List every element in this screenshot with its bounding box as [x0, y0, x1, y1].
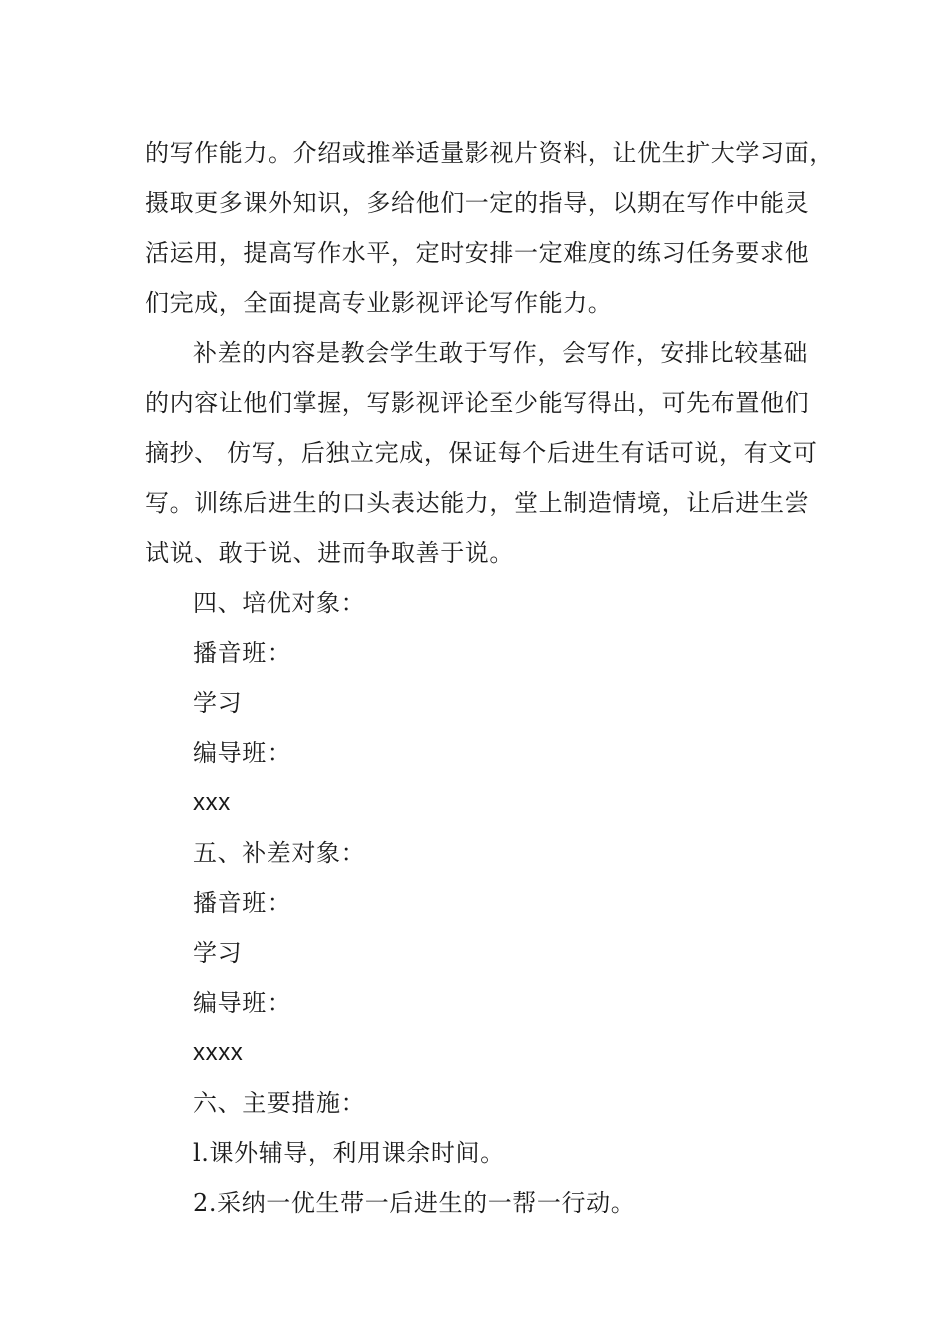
text-line: 试说、敢于说、进而争取善于说。	[145, 539, 514, 567]
section-heading: 五、补差对象：	[193, 839, 366, 867]
class-label-broadcast: 播音班：	[193, 889, 292, 917]
section-heading: 六、主要措施：	[193, 1089, 366, 1117]
class-label-directing: 编导班：	[193, 739, 292, 767]
text-line: 的写作能力。介绍或推举适量影视片资料，让优生扩大学习面，	[145, 139, 834, 167]
section-heading: 四、培优对象：	[193, 589, 366, 617]
class-value-directing: xxx	[193, 789, 231, 816]
text-line: 写。训练后进生的口头表达能力，堂上制造情境，让后进生尝	[145, 489, 810, 517]
text-line: 们完成，全面提高专业影视评论写作能力。	[145, 289, 613, 317]
paragraph-continuation	[145, 128, 835, 328]
class-value-broadcast: 学习	[193, 939, 243, 967]
class-value-directing: xxxx	[193, 1039, 244, 1066]
class-label-broadcast: 播音班：	[193, 639, 292, 667]
document-body	[145, 128, 835, 1228]
text-line: 的内容让他们掌握，写影视评论至少能写得出，可先布置他们	[145, 389, 810, 417]
measure-item: l.课外辅导，利用课余时间。	[193, 1139, 505, 1167]
class-value-broadcast: 学习	[193, 689, 243, 717]
text-line: 摄取更多课外知识，多给他们一定的指导，以期在写作中能灵	[145, 189, 810, 217]
text-line: 活运用，提高写作水平，定时安排一定难度的练习任务要求他	[145, 239, 810, 267]
text-line: 补差的内容是教会学生敢于写作，会写作，安排比较基础	[193, 339, 808, 367]
class-label-directing: 编导班：	[193, 989, 292, 1017]
text-line: 摘抄、 仿写，后独立完成，保证每个后进生有话可说，有文可	[145, 439, 818, 467]
paragraph-remediation	[145, 328, 835, 578]
measure-item: 2.采纳一优生带一后进生的一帮一行动。	[193, 1189, 636, 1217]
